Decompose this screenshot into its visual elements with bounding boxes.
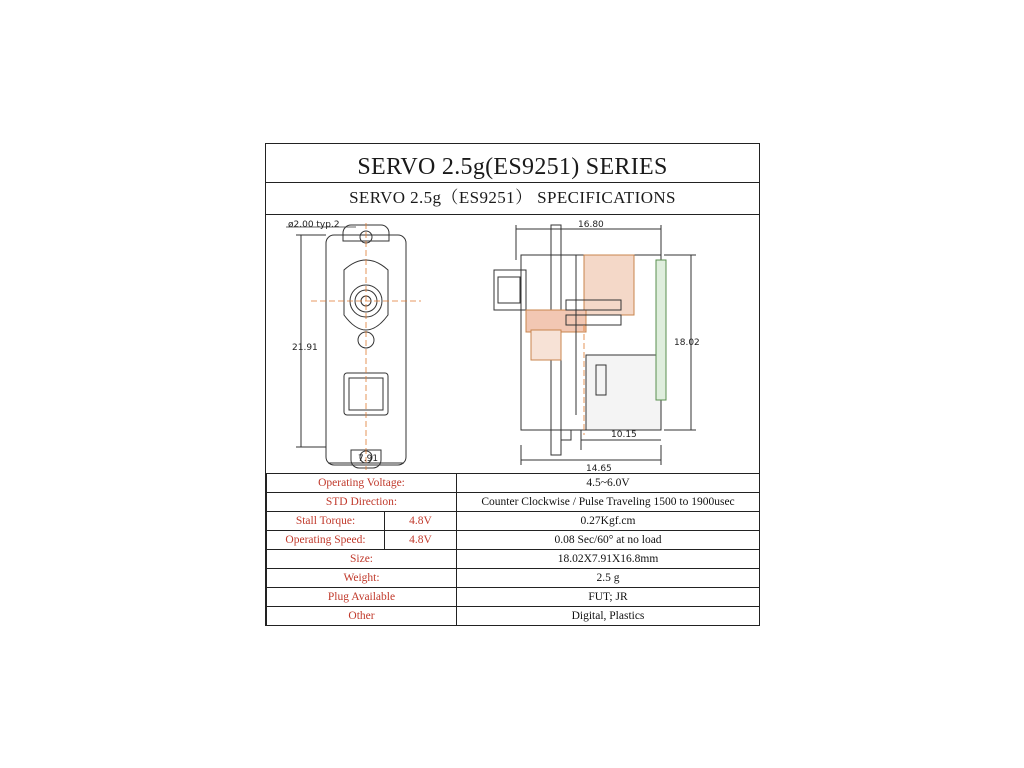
spec-value: FUT; JR	[457, 588, 760, 607]
dim-inner: 10.15	[611, 430, 637, 440]
spec-label: Other	[267, 607, 457, 626]
spec-label: STD Direction:	[267, 493, 457, 512]
table-row	[267, 607, 760, 626]
spec-value: 0.08 Sec/60° at no load	[457, 531, 760, 550]
sheet-subtitle: SERVO 2.5g（ES9251） SPECIFICATIONS	[266, 183, 759, 215]
table-row	[267, 531, 760, 550]
spec-value: 18.02X7.91X16.8mm	[457, 550, 760, 569]
spec-label: Weight:	[267, 569, 457, 588]
spec-table	[266, 473, 760, 626]
dim-height-left: 21.91	[292, 343, 318, 353]
spec-value: 4.5~6.0V	[457, 474, 760, 493]
technical-drawing	[266, 215, 759, 473]
spec-label: Size:	[267, 550, 457, 569]
table-row	[267, 550, 760, 569]
sheet-title: SERVO 2.5g(ES9251) SERIES	[266, 144, 759, 183]
spec-value: Counter Clockwise / Pulse Traveling 1500 to 1900usec	[457, 493, 760, 512]
servo-drawing	[266, 215, 759, 473]
dim-top: 16.80	[578, 220, 604, 230]
table-row	[267, 588, 760, 607]
table-row	[267, 512, 760, 531]
table-row	[267, 493, 760, 512]
hole-note: ø2.00 typ.2	[288, 220, 340, 230]
spec-value: 0.27Kgf.cm	[457, 512, 760, 531]
spec-sublabel: 4.8V	[385, 512, 457, 531]
spec-value: Digital, Plastics	[457, 607, 760, 626]
spec-label: Operating Speed:	[267, 531, 385, 550]
spec-label: Stall Torque:	[267, 512, 385, 531]
spec-sheet	[265, 143, 760, 626]
dim-total: 14.65	[586, 464, 612, 473]
dim-width-bottom: 7.91	[358, 454, 379, 464]
spec-label: Plug Available	[267, 588, 457, 607]
spec-label: Operating Voltage:	[267, 474, 457, 493]
spec-sublabel: 4.8V	[385, 531, 457, 550]
section-view	[494, 225, 696, 465]
table-row	[267, 569, 760, 588]
spec-value: 2.5 g	[457, 569, 760, 588]
dim-height-right: 18.02	[674, 338, 700, 348]
table-row	[267, 474, 760, 493]
